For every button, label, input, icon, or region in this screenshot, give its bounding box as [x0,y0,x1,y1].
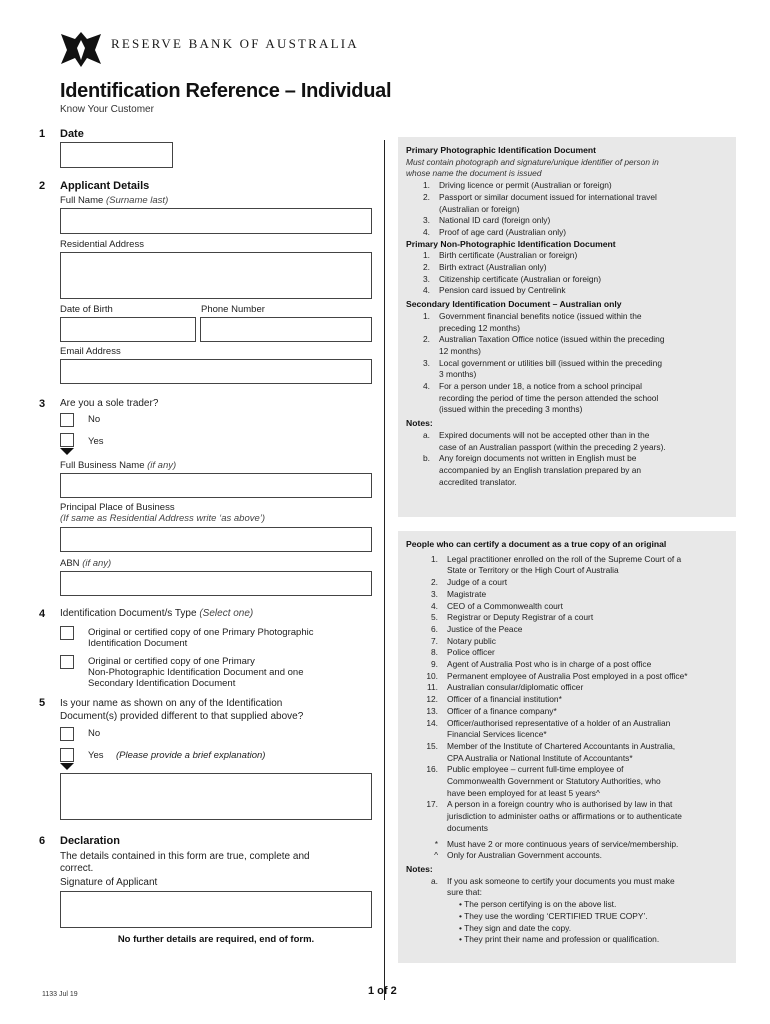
list-item-text: Proof of age card (Australian only) [439,226,567,237]
list-item: • They sign and date the copy. [459,922,572,933]
list-item-text: A person in a foreign country who is authorised by law in that jurisdiction to administer oaths or affirmations or to authenticate documents [447,799,682,833]
list-item-number: 9. [431,659,438,670]
primary-nonphoto-checkbox[interactable] [60,655,74,669]
section-number: 2 [39,180,46,192]
full-name-hint: (Surname last) [105,195,169,206]
list-item-number: 5. [431,612,438,623]
list-item [406,274,728,286]
primary-photo-checkbox[interactable] [60,626,74,640]
list-item [406,453,728,488]
list-item-number: 7. [431,635,438,646]
certifiers-panel [398,531,736,963]
primary-photo-intro: Must contain photograph and signature/unique identifier of person in whose name the document is issued [406,156,659,179]
list-item-text: Citizenship certificate (Australian or foreign) [439,273,601,284]
business-name-field[interactable] [60,473,372,498]
list-item-number: 1. [431,553,438,564]
page-subtitle: Know Your Customer [60,104,154,115]
list-item-number: 17. [426,799,438,810]
name-different-yes-hint: (Please provide a brief explanation) [116,750,266,761]
list-item-number: 2. [423,191,430,202]
rba-logo-icon [59,30,103,68]
list-item-number: 4. [431,600,438,611]
list-item-text: Pension card issued by Centrelink [439,285,566,296]
list-item-text: Birth extract (Australian only) [439,262,547,273]
residential-address-field[interactable] [60,252,372,299]
place-of-business-field[interactable] [60,527,372,552]
list-item-text: Government financial benefits notice (issued within the preceding 12 months) [439,310,642,333]
list-item-text: Australian consular/diplomatic officer [447,682,584,693]
date-of-birth-field[interactable] [60,317,196,342]
place-of-business-label: Principal Place of Business [60,502,175,513]
list-item [406,381,728,416]
primary-photo-list [406,180,728,239]
primary-nonphoto-heading: Primary Non-Photographic Identification Document [406,238,616,249]
list-item [406,850,728,862]
list-item [406,694,728,706]
list-item [406,839,728,851]
phone-number-label: Phone Number [201,304,265,315]
certifiers-list [406,554,728,835]
place-of-business-hint: (If same as Residential Address write ‘as above’) [60,513,266,524]
list-item-text: Birth certificate (Australian or foreign) [439,250,578,261]
section-number: 4 [39,608,46,620]
abn-hint: (if any) [82,558,112,569]
business-name-hint: (if any) [147,460,177,471]
list-item [406,262,728,274]
list-item-text: Police officer [447,647,495,658]
list-item-number: 16. [426,764,438,775]
list-item-text: Judge of a court [447,577,508,588]
list-item-text: For a person under 18, a notice from a school principal recording the period of time the person attended the school (issued within the preceding 3 months) [439,381,659,415]
secondary-heading: Secondary Identification Document – Australian only [406,299,622,310]
residential-address-label: Residential Address [60,239,144,250]
list-item-number: 2. [423,334,430,345]
list-item [406,706,728,718]
list-item-number: a. [423,429,430,440]
certifiers-heading: People who can certify a document as a true copy of an original [406,539,667,549]
list-item-text: Local government or utilities bill (issued within the preceding 3 months) [439,357,662,380]
list-item-number: 13. [426,705,438,716]
list-item-text: Justice of the Peace [447,623,523,634]
list-item-text: Officer/authorised representative of a holder of an Australian Financial Services licence* [447,717,671,740]
arrow-down-icon [60,448,74,455]
primary-nonphoto-list [406,250,728,297]
list-item: • They print their name and profession or qualification. [459,934,660,945]
list-item [406,589,728,601]
list-item [406,647,728,659]
list-item-text: Officer of a financial institution* [447,694,562,705]
form-code: 1133 Jul 19 [42,991,78,998]
list-item-number: 10. [426,670,438,681]
list-item [406,215,728,227]
list-item-number: 12. [426,694,438,705]
list-item-text: CEO of a Commonwealth court [447,600,563,611]
list-item [406,311,728,334]
list-item: • The person certifying is on the above list. [459,899,617,910]
list-item-number: b. [423,453,430,464]
arrow-down-icon [60,763,74,770]
list-item: • They use the wording ‘CERTIFIED TRUE COPY’. [459,910,648,921]
end-of-form-note: No further details are required, end of form. [117,934,315,945]
list-item-text: Must have 2 or more continuous years of service/membership. [447,838,679,849]
business-name-label: Full Business Name (if any) [60,460,177,471]
primary-nonphoto-option: Original or certified copy of one Primary Non-Photographic Identification Document and one Secondary Identification Document [88,656,304,689]
list-item-text: Agent of Australia Post who is in charge of a post office [447,659,652,670]
sole-trader-yes-checkbox[interactable] [60,433,74,447]
list-item-number: ^ [434,850,438,861]
secondary-list [406,311,728,416]
list-item [406,250,728,262]
certifiers-footnotes [406,839,728,862]
id-document-type-hint: (Select one) [199,608,254,619]
list-item-number: 3. [423,357,430,368]
list-item-number: 11. [426,682,438,693]
list-item-text: Driving licence or permit (Australian or foreign) [439,180,612,191]
list-item [406,180,728,192]
list-item-number: 3. [423,215,430,226]
column-divider [384,140,385,1000]
date-field[interactable] [60,142,173,168]
phone-number-field[interactable] [200,317,372,342]
list-item-text: Only for Australian Government accounts. [447,850,603,861]
declaration-text: The details contained in this form are true, complete and correct. [60,851,310,874]
list-item [406,334,728,357]
list-item-number: 1. [423,180,430,191]
signature-field[interactable] [60,891,372,928]
list-item [406,624,728,636]
sole-trader-no-label: No [88,414,101,425]
name-different-question: Is your name as shown on any of the Identification Document(s) provided different to that supplied above? [60,698,304,722]
list-item [406,764,728,799]
certifiers-notes-heading: Notes: [406,863,433,874]
brand-name: RESERVE BANK OF AUSTRALIA [111,36,359,51]
list-item-text: Legal practitioner enrolled on the roll of the Supreme Court of a State or Territory or the High Court of Australia [447,553,682,576]
list-item-text: Australian Taxation Office notice (issued within the preceding 12 months) [439,334,665,356]
full-name-label: Full Name (Surname last) [60,195,169,206]
name-different-no-label: No [88,728,101,739]
primary-photo-option: Original or certified copy of one Primary Photographic Identification Document [88,627,314,649]
list-item [406,285,728,297]
section-title-date: Date [60,128,84,140]
list-item [406,671,728,683]
name-different-yes-label: Yes [88,750,104,761]
full-name-field[interactable] [60,208,372,234]
list-item-number: 4. [423,285,430,296]
list-item-number: 15. [426,740,438,751]
list-item-number: 1. [423,310,430,321]
notes-heading: Notes: [406,418,433,429]
list-item [406,718,728,741]
list-item-text: Officer of a finance company* [447,705,557,716]
signature-label: Signature of Applicant [60,877,158,888]
list-item [406,192,728,215]
list-item [406,430,728,453]
list-item-text: Any foreign documents not written in English must be accompanied by an English translation prepared by an accredited translator. [439,453,642,487]
list-item-number: 2. [423,262,430,273]
list-item-text: Notary public [447,635,496,646]
list-item [406,799,728,834]
list-item-number: 3. [431,588,438,599]
page-number: 1 of 2 [368,985,397,997]
section-number: 5 [39,697,46,709]
list-item-text: Registrar or Deputy Registrar of a court [447,612,594,623]
list-item-number: 14. [426,717,438,728]
list-item [406,577,728,589]
list-item-text: Public employee – current full-time employee of Commonwealth Government or Statutory Authorities, who have been employed for at least 5 years^ [447,764,661,798]
list-item-text: Expired documents will not be accepted other than in the case of an Australian passport (within the preceding 2 years). [439,429,666,452]
list-item [406,227,728,239]
list-item-text: Permanent employee of Australia Post employed in a post office* [447,670,688,681]
list-item-number: 1. [423,250,430,261]
list-item [406,358,728,381]
section-title-declaration: Declaration [60,835,120,847]
id-requirements-panel [398,137,736,517]
sole-trader-question: Are you a sole trader? [60,398,159,409]
primary-photo-heading: Primary Photographic Identification Document [406,145,597,155]
list-item [406,601,728,613]
certifiers-bullets [406,899,728,946]
page-title: Identification Reference – Individual [60,80,392,102]
list-item-number: 8. [431,647,438,658]
section-title-applicant-details: Applicant Details [60,180,150,192]
name-different-no-checkbox[interactable] [60,727,74,741]
abn-field[interactable] [60,571,372,596]
sole-trader-no-checkbox[interactable] [60,413,74,427]
id-document-type-title: Identification Document/s Type (Select one) [60,608,254,619]
list-item [406,636,728,648]
name-different-yes-checkbox[interactable] [60,748,74,762]
list-item [406,554,728,577]
name-difference-explanation-field[interactable] [60,773,372,820]
email-address-field[interactable] [60,359,372,384]
notes-list [406,430,728,489]
email-address-label: Email Address [60,346,121,357]
list-item-text: National ID card (foreign only) [439,215,551,226]
list-item-number: * [434,838,438,849]
list-item-text: Passport or similar document issued for international travel (Australian or foreign) [439,191,657,214]
sole-trader-yes-label: Yes [88,436,104,447]
list-item [406,659,728,671]
section-number: 3 [39,398,46,410]
date-of-birth-label: Date of Birth [60,304,113,315]
list-item [406,682,728,694]
section-number: 6 [39,835,46,847]
section-number: 1 [39,128,46,140]
list-item-number: 2. [431,577,438,588]
list-item-text: Member of the Institute of Chartered Accountants in Australia, CPA Australia or National Institute of Accountants* [447,740,676,763]
list-item-number: 6. [431,623,438,634]
list-item-number: 3. [423,273,430,284]
certifiers-note-a: a. If you ask someone to certify your documents you must make sure that: [431,875,675,898]
list-item-number: 4. [423,381,430,392]
list-item [406,612,728,624]
list-item-number: 4. [423,226,430,237]
list-item-text: Magistrate [447,588,487,599]
list-item [406,741,728,764]
abn-label: ABN (if any) [60,558,112,569]
